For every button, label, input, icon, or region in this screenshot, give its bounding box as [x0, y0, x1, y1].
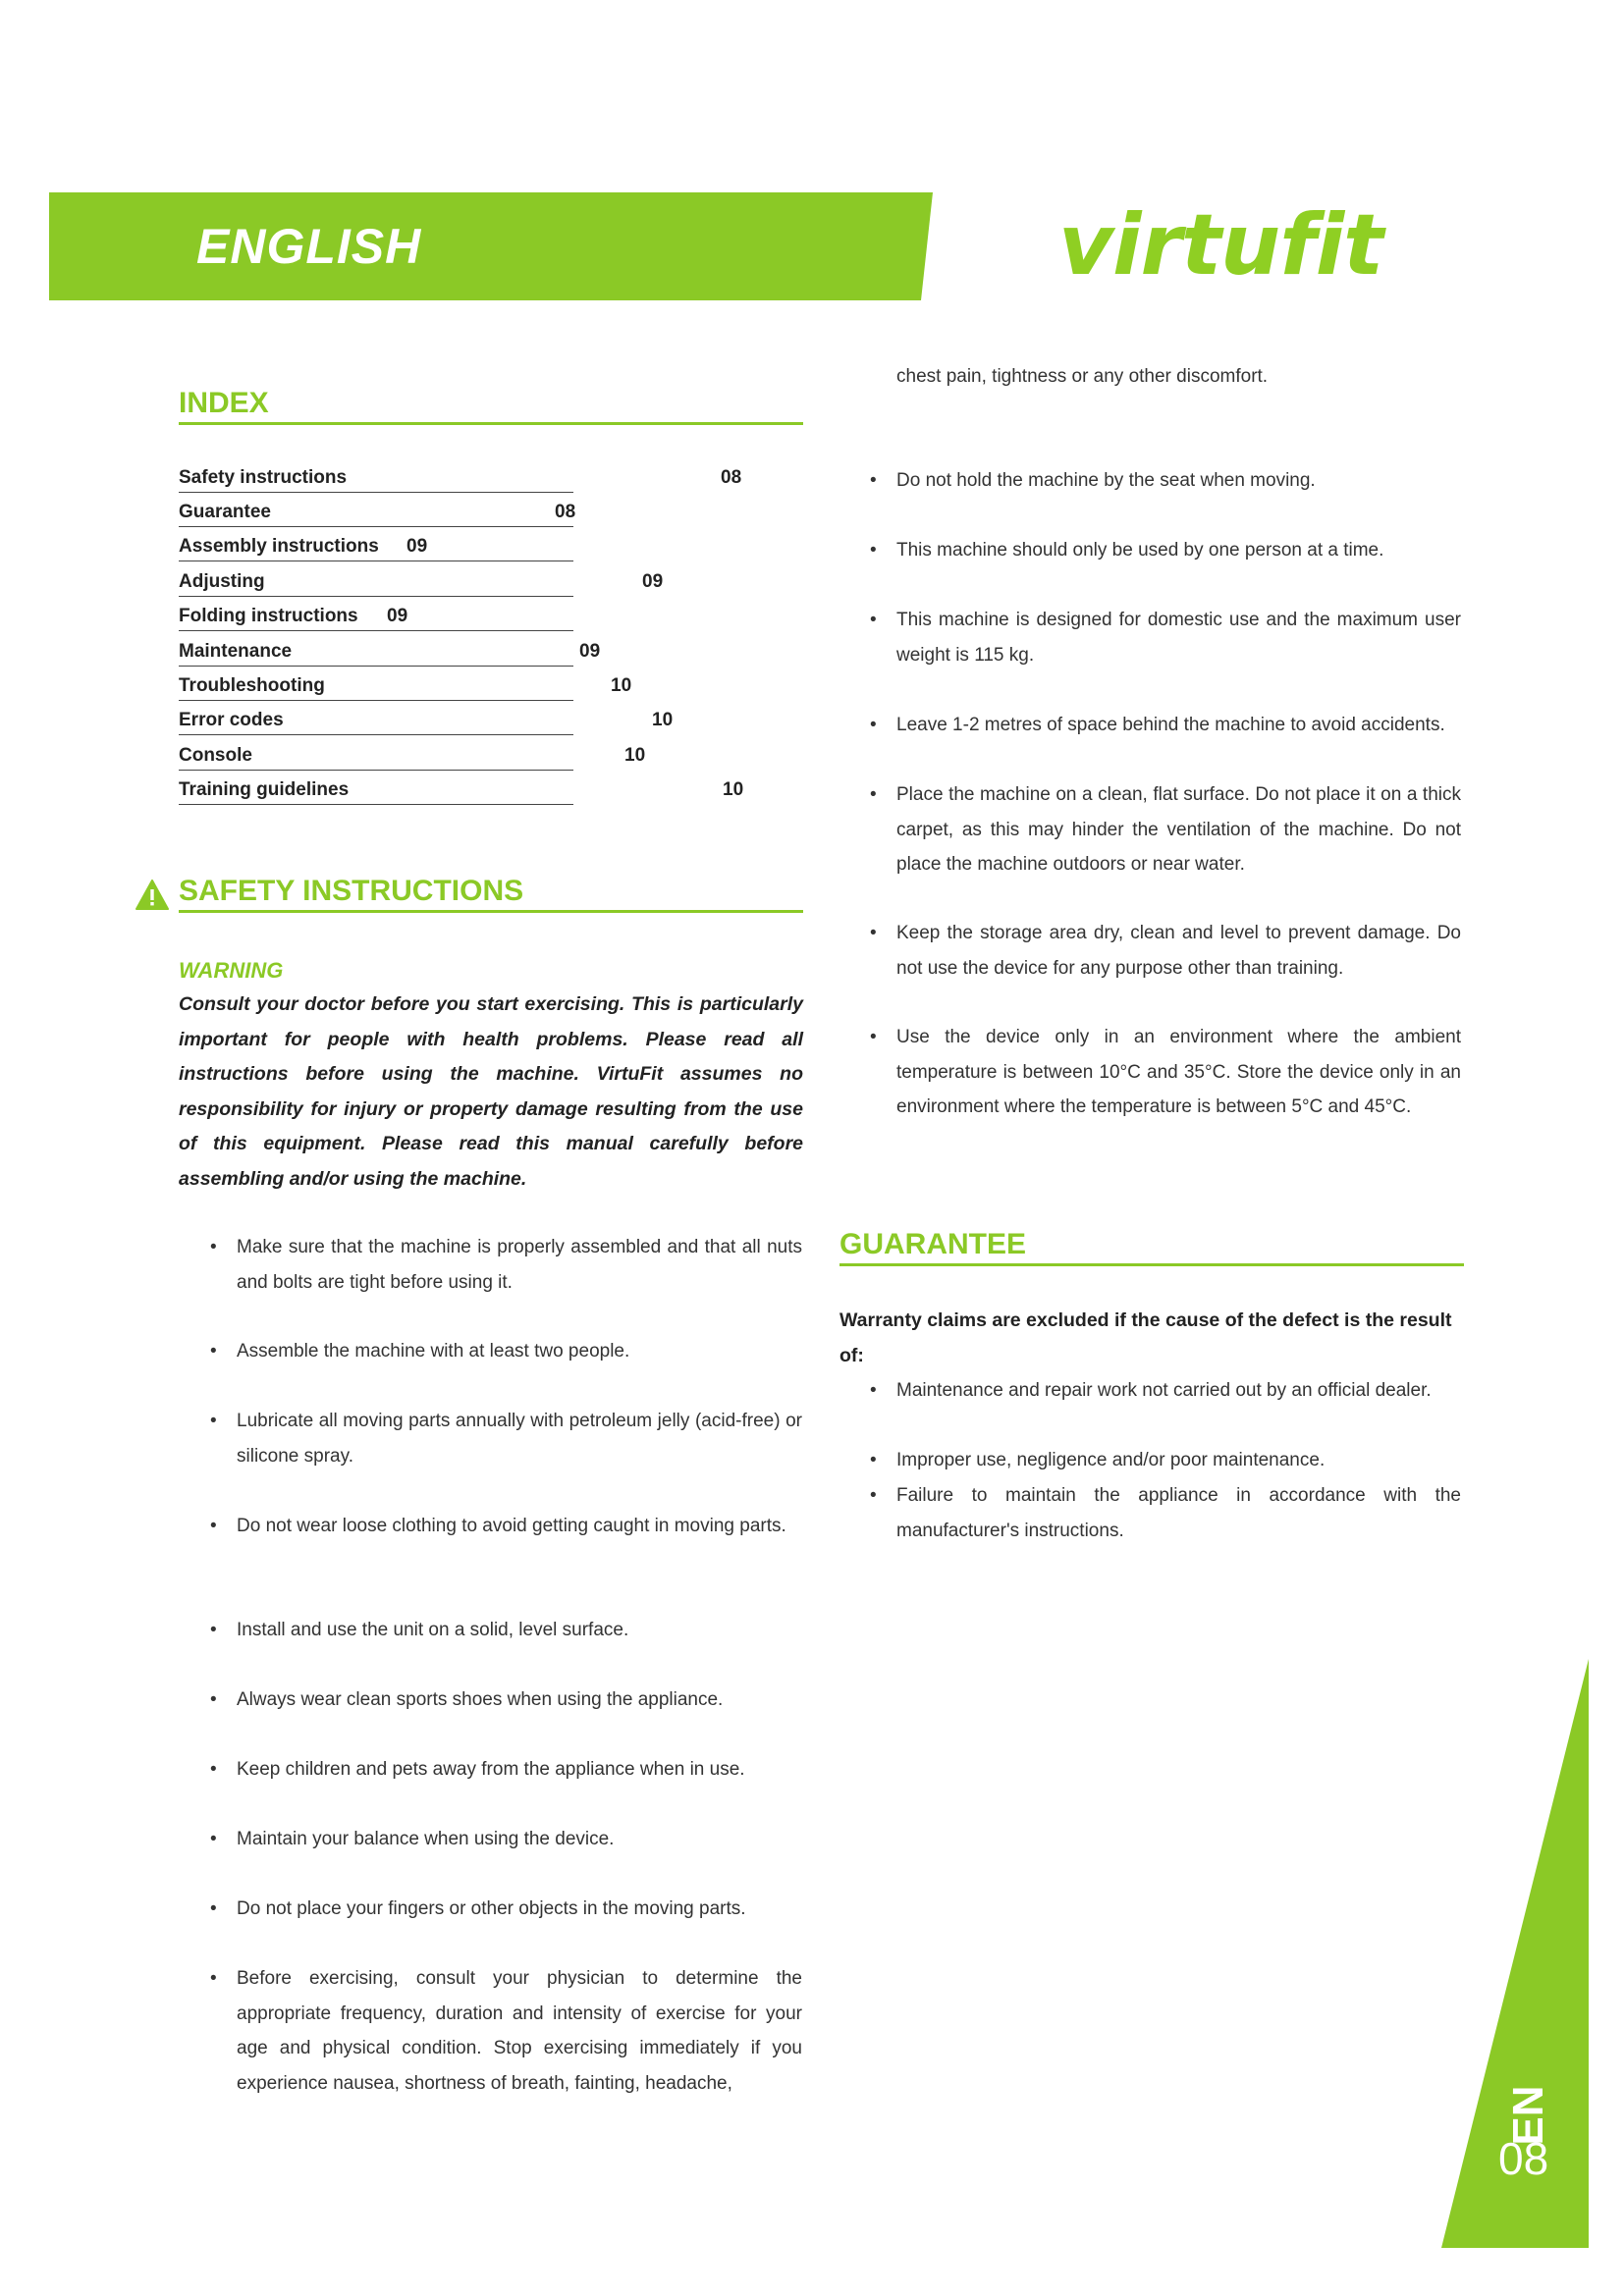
- language-title: ENGLISH: [196, 219, 422, 274]
- list-item: • Do not hold the machine by the seat when moving.: [870, 470, 1316, 491]
- index-row-page: 09: [579, 641, 601, 662]
- index-row-page: 10: [624, 745, 646, 766]
- list-item: • Do not place your fingers or other objects in the moving parts.: [210, 1898, 746, 1919]
- continued-text: chest pain, tightness or any other discomfort.: [896, 366, 1269, 387]
- list-item-text: Use the device only in an environment where the ambient temperature is between 10°C and 35°C. Store the device only in an environment where the temperature is between 5°C and 45°C.: [896, 1027, 1461, 1117]
- list-item-text: This machine should only be used by one person at a time.: [896, 540, 1384, 561]
- index-row-label: Troubleshooting: [179, 675, 573, 701]
- page-number: 08: [1498, 2133, 1549, 2184]
- list-item-text: Install and use the unit on a solid, level surface.: [237, 1620, 629, 1640]
- list-item-text: Assemble the machine with at least two people.: [237, 1341, 630, 1362]
- index-row-label: Adjusting: [179, 571, 573, 597]
- list-item-text: Make sure that the machine is properly assembled and that all nuts and bolts are tight before using it.: [237, 1237, 802, 1293]
- list-item-text: Failure to maintain the appliance in accordance with the manufacturer's instructions.: [896, 1485, 1461, 1541]
- brand-logo: virtufit: [1058, 196, 1383, 294]
- index-row-label: Error codes: [179, 710, 573, 735]
- index-row-page: 10: [723, 779, 744, 800]
- list-item: • Lubricate all moving parts annually with petroleum jelly (acid-free) or silicone spray.: [210, 1411, 802, 1467]
- list-item-text: Maintenance and repair work not carried out by an official dealer.: [896, 1380, 1432, 1401]
- list-item: • Place the machine on a clean, flat surface. Do not place it on a thick carpet, as this may hinder the ventilation of the machine. Do not place the machine outdoors or near water.: [870, 784, 1461, 875]
- warning-text: Consult your doctor before you start exercising. This is particularly important for people with health problems. Please read all instructions before using the machine. VirtuFit assumes no responsibility for injury or property damage resulting from the use of this equipment. Please read this manual carefully before assembling and/or using the machine.: [179, 993, 803, 1190]
- list-item: • Leave 1-2 metres of space behind the machine to avoid accidents.: [870, 715, 1445, 735]
- list-item: • Use the device only in an environment where the ambient temperature is between 10°C and 35°C. Store the device only in an environment where the temperature is between 5°C and 45°C.: [870, 1027, 1461, 1117]
- list-item-text: Keep children and pets away from the appliance when in use.: [237, 1759, 745, 1780]
- list-item: • Before exercising, consult your physician to determine the appropriate frequency, duration and intensity of exercise for your age and physical condition. Stop exercising immediately if you experience nausea, shortness of breath, fainting, headache,: [210, 1968, 802, 2094]
- index-row-label: Assembly instructions: [179, 536, 573, 561]
- list-item-text: Keep the storage area dry, clean and level to prevent damage. Do not use the device for any purpose other than training.: [896, 923, 1461, 979]
- list-item-text: Place the machine on a clean, flat surface. Do not place it on a thick carpet, as this may hinder the ventilation of the machine. Do not place the machine outdoors or near water.: [896, 784, 1461, 875]
- index-row-page: 08: [721, 467, 742, 488]
- list-item: • Maintain your balance when using the device.: [210, 1829, 615, 1849]
- list-item-text: Do not hold the machine by the seat when moving.: [896, 470, 1316, 491]
- index-row-label: Guarantee: [179, 502, 573, 527]
- list-item: • Install and use the unit on a solid, level surface.: [210, 1620, 629, 1640]
- list-item: • This machine is designed for domestic use and the maximum user weight is 115 kg.: [870, 610, 1461, 666]
- index-heading: INDEX: [179, 387, 803, 425]
- list-item: • Failure to maintain the appliance in accordance with the manufacturer's instructions.: [870, 1485, 1461, 1541]
- language-code: EN: [1504, 2085, 1552, 2146]
- guarantee-heading: GUARANTEE: [839, 1228, 1464, 1266]
- index-row-label: Training guidelines: [179, 779, 573, 805]
- list-item: • Do not wear loose clothing to avoid getting caught in moving parts.: [210, 1516, 786, 1536]
- index-row-page: 09: [387, 606, 408, 626]
- list-item-text: Leave 1-2 metres of space behind the machine to avoid accidents.: [896, 715, 1445, 735]
- index-row-label: Folding instructions: [179, 606, 573, 631]
- list-item-text: Lubricate all moving parts annually with petroleum jelly (acid-free) or silicone spray.: [237, 1411, 802, 1467]
- warning-title: WARNING: [179, 958, 284, 983]
- index-row-page: 08: [555, 502, 576, 522]
- list-item: • Keep children and pets away from the appliance when in use.: [210, 1759, 745, 1780]
- header-banner: [49, 192, 933, 300]
- list-item: • Assemble the machine with at least two people.: [210, 1341, 630, 1362]
- list-item-text: Maintain your balance when using the device.: [237, 1829, 615, 1849]
- warning-triangle-icon: [135, 880, 169, 910]
- list-item-text: Always wear clean sports shoes when using the appliance.: [237, 1689, 724, 1710]
- list-item: • Keep the storage area dry, clean and level to prevent damage. Do not use the device for any purpose other than training.: [870, 923, 1461, 979]
- list-item: • Make sure that the machine is properly assembled and that all nuts and bolts are tight before using it.: [210, 1237, 802, 1293]
- list-item-text: Before exercising, consult your physician to determine the appropriate frequency, duration and intensity of exercise for your age and physical condition. Stop exercising immediately if you experience nausea, shortness of breath, fainting, headache,: [237, 1968, 802, 2094]
- list-item-text: Do not place your fingers or other objects in the moving parts.: [237, 1898, 746, 1919]
- index-row-label: Safety instructions: [179, 467, 573, 493]
- list-item-text: Improper use, negligence and/or poor maintenance.: [896, 1450, 1326, 1470]
- index-row-page: 10: [611, 675, 632, 696]
- list-item: • Always wear clean sports shoes when using the appliance.: [210, 1689, 724, 1710]
- index-row-page: 10: [652, 710, 674, 730]
- list-item: • Maintenance and repair work not carried out by an official dealer.: [870, 1380, 1432, 1401]
- index-row-page: 09: [406, 536, 428, 557]
- list-item-text: Do not wear loose clothing to avoid getting caught in moving parts.: [237, 1516, 786, 1536]
- guarantee-lead: Warranty claims are excluded if the cause of the defect is the result of:: [839, 1309, 1452, 1366]
- index-row-label: Console: [179, 745, 573, 771]
- safety-heading: SAFETY INSTRUCTIONS: [179, 875, 803, 913]
- list-item: • This machine should only be used by one person at a time.: [870, 540, 1384, 561]
- list-item-text: This machine is designed for domestic use and the maximum user weight is 115 kg.: [896, 610, 1461, 666]
- index-row-page: 09: [642, 571, 664, 592]
- index-row-label: Maintenance: [179, 641, 573, 667]
- list-item: • Improper use, negligence and/or poor maintenance.: [870, 1450, 1326, 1470]
